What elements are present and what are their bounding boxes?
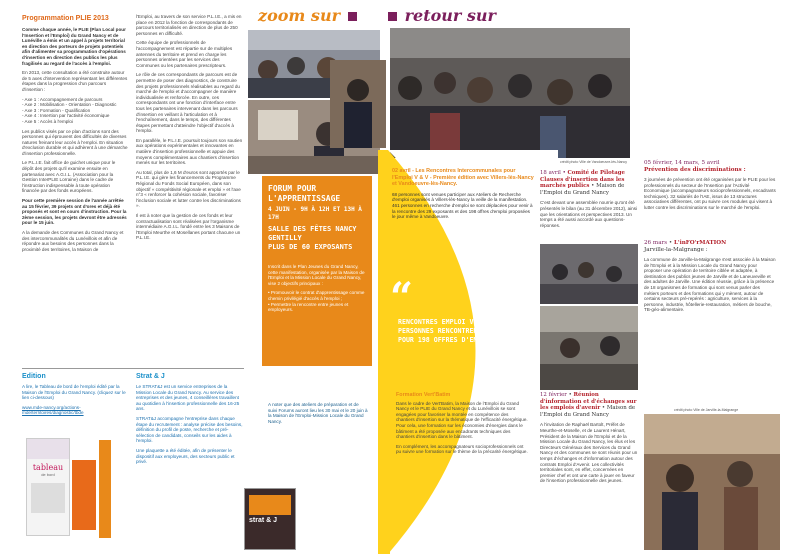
edition-link[interactable]: www.mde-nancy.org/actions-mde/territoires/diagnostic/tbde (22, 404, 84, 416)
photo-comite (540, 244, 638, 304)
retour-sur-square (388, 12, 397, 21)
emplois-avenir-org: Maison de l'Emploi du Grand Nancy (540, 405, 636, 418)
axe-2: - Axe 2 : Mobilisation - Orientation - Diagnostic (22, 102, 117, 108)
photo-rencontres-crowd (390, 28, 630, 158)
plie-p4: Pour cette première session de l'année arrêtée au 15 février, 39 projets ont d'ores et déjà été proposés et sont en cours d'instruction. Pour la 2ème session, les projets devront être adressés pour le 15 juin. (22, 198, 127, 226)
forum-title: FORUM POUR L'APPRENTISSAGE (268, 184, 341, 203)
vertbatim-title: Formation Vert'Batim (396, 392, 451, 398)
emplois-avenir-date: 12 février (540, 392, 567, 398)
information-place: Jarville-la-Malgrange : (644, 247, 708, 253)
col2-p6: Il est à noter que la gestion de ces fonds et leur contractualisation sont réalisées par l'organisme intermédiaire A.G.I.L. fondé entre les 3 Maisons de l'Emploi Meurthe et Mosellanes portant chacune un P.L.I.E. (136, 213, 241, 241)
prevention-date: 05 février, 14 mars, 5 avril (644, 160, 720, 166)
plie-p2: Les publics visés par ce plan d'actions sont des personnes qui éprouvent des difficultés de diverses natures freinant leur accès à l'emploi. En situation d'exclusion durable et qui adhèrent à une démarche d'insertion professionnelle. (22, 128, 128, 156)
col2-p3: Le rôle de ces correspondants de parcours est de permettre de poser des diagnostics, de construire des projets professionnels réalisables au regard du marché de l'emploi et d'accompagner de manière individualisée et renforcée. En outre, ces correspondants ont une fonction d'interface entre tous les partenaires intervenant dans les parcours d'insertion en veillant à l'articulation et à l'enchaînement, dans le temps, des différentes étapes permettant d'atteindre l'objectif d'accès à l'emploi. (136, 72, 240, 134)
forum-bullet-1: • Promouvoir le contrat d'apprentissage comme chemin privilégié d'accès à l'emploi ; (268, 290, 365, 301)
strat-title: Strat & J (136, 373, 165, 380)
strat-cover-title: strat & J (249, 517, 278, 524)
plie-p1: En 2013, cette consultation a été construite autour de 5 axes d'intervention représentant les différentes étapes dans la progression d'un parcours d'insertion : (22, 70, 128, 92)
emplois-avenir-body: A l'invitation de Raphaël Bartolt, Préfet de Meurthe-et-Moselle, et de Laurent Hénart, Président de la Maison de l'Emploi et de la Mission Locale du Grand Nancy, les élus et les Directeurs Généraux des Services du Grand Nancy et des communes se sont réunis pour un temps d'échanges et d'information autour des contrats Emploi d'Avenir. Les collectivités territoriales sont, en effet, concernées en premier chef et ont une carte à jouer en faveur de l'insertion professionnelle des jeunes. (540, 422, 638, 484)
photo-comite-2 (540, 306, 638, 390)
retour-sur-text: retour sur (404, 6, 496, 25)
yellow-fill (378, 158, 390, 554)
forum-date: 4 JUIN - 9H À 12H ET 13H À 17H (268, 206, 362, 221)
axe-3: - Axe 3 : Formation - Qualification (22, 107, 91, 113)
col2-p4: En parallèle, le P.L.I.E. poursuit toujours son soutien aux opérations expérimentales et innovantes en matière d'insertion professionnelle et appuie des moyens complémentaires aux chantiers d'insertion menés sur les territoires. (136, 137, 243, 166)
comite-date: 18 avril (540, 170, 561, 176)
forum-bullet-2: • Permettre la rencontre entre jeunes et employeurs. (268, 301, 349, 313)
information-body: La commune de Jarville-la-Malgrange s'est associée à la Maison de l'Emploi et à la Mission Locale du Grand Nancy pour proposer une opération de territoire ciblée et adaptée, à destination des publics jeunes de Jarville et de Laneuveville et des adultes de Jarville. Une édition réussie, grâce à la présence de 18 organismes de formation qui sont venus parler des métiers porteurs et des formations qui y mènent, autour de certains secteurs pré-repérés : agriculture, services à la personne, industrie, hôtellerie-restauration, métiers de bouche, TB-géo-alimentaire. (644, 257, 776, 313)
strat-block (136, 372, 244, 469)
column-divider (22, 368, 244, 369)
tableau-cover-sub: de bord (41, 472, 55, 477)
zoom-sur-text: zoom sur (258, 6, 340, 25)
plie-axes (22, 97, 128, 125)
tableau-cover (26, 438, 70, 536)
forum-count: PLUS DE 60 EXPOSANTS (268, 243, 353, 251)
plie-p5: A la demande des Communes du Grand Nancy et des intercommunalités du Lunévillois et afin de répondre aux besoins des personnes dans la proximité des territoires, la Maison de (22, 230, 124, 252)
rencontres-photo-credit: crédit photo Ville de Vandoeuvre-lès-Nancy (560, 160, 627, 164)
col2-p2: Cette équipe de professionnels de l'accompagnement est répartie sur de multiples antennes du territoire et prend en charge les personnes orientées par les services des Communes ou les partenaires prescripteurs. (136, 40, 233, 68)
axe-5: - Axe 5 : Accès à l'emploi (22, 118, 73, 124)
comite-heading: 18 avril • Comité de Pilotage Clauses d'insertion dans les marchés publics • Maison de l'Emploi du Grand Nancy (540, 170, 625, 196)
column-plie (22, 14, 128, 256)
strat-p1: Le STRAT&J est un service entreprises de la Mission Locale du Grand Nancy. Au service des entreprises et des jeunes, 4 conseillères travaillent au quotidien à l'insertion professionnelle des 16-25 ans. (136, 384, 240, 412)
forum-heading (268, 184, 366, 252)
prevention-body: 3 journées de prévention ont été organisées par le PLIE pour les professionnels du secteur de l'Insertion par l'Activité Economique (accompagnateurs socioprofessionnels, encadrants techniques). 32 salariés de l'IAE, issus de 13 structures associatives différentes, ont pu suivre ces modules qui visent à lutter contre les discriminations sur le marché de l'emploi. (644, 177, 776, 210)
tableau-cover-title: tableau (32, 463, 64, 472)
plie-p3: Le P.L.I.E. fait office de guichet unique pour le dépôt des projets qu'il examine ensuite en partenariat avec A.G.I.L. (Association pour la Gestion InterPLIE Lorraine) dans le cadre de l'instruction indispensable à toute opération financée par des fonds européens. (22, 160, 116, 194)
plie-title: Programmation PLIE 2013 (22, 15, 109, 22)
forum-intro: Inscrit dans le Plan Jeunes du Grand Nancy, cette manifestation, organisée par la Maison de l'Emploi et la Mission Locale du Grand Nancy, vise 2 objectifs principaux : (268, 264, 365, 286)
rencontres-heading: 02 avril - Les Rencontres Intercommunales pour l'Emploi V & V - Première édition avec Villers-lès-Nancy et Vandoeuvre-lès-Nancy. (392, 168, 534, 188)
information-title: L'inFO'rMATION (673, 240, 727, 246)
vertbatim-block (396, 392, 528, 459)
col2-p1: l'Emploi, au travers de son service P.L.I.E., a mis en place en 2012 la fonction de correspondants de parcours territorialisés en direction de plus de 250 personnes en difficulté. (136, 14, 242, 36)
quote-mark: “ (390, 274, 414, 321)
comite-body: C'est devant une assemblée nourrie qu'ont été présentés le bilan (au 31 décembre 2012), ainsi que les orientations et perspectives 2013. Un temps a été aussi accordé aux questions-réponses. (540, 200, 638, 228)
emplois-avenir-block (540, 392, 638, 488)
strat-p3: Une plaquette a été éditée, afin de présenter le dispositif aux employeurs, des secteurs public et privé. (136, 447, 235, 465)
zoom-sur-square (348, 12, 357, 21)
vertbatim-p2: En complément, les accompagnateurs socioprofessionnels ont pu suivre une formation sur le thème de la précarité énergétique. (396, 443, 528, 455)
zoom-sur-title (258, 6, 357, 25)
forum-place: SALLE DES FÊTES NANCY GENTILLY (268, 225, 357, 242)
rencontres-body: 68 personnes sont venues participer aux Ateliers de Recherche d'emploi organisés à Villers-lès-Nancy la veille de la manifestation. 461 personnes en recherche d'emploi se sont déplacées pour venir à la rencontre des 29 exposants et des 198 offres d'emploi proposées le jour même à Vandoeuvre. (392, 191, 533, 220)
edition-title: Edition (22, 373, 46, 380)
prevention-block (644, 160, 776, 215)
strat-cover (244, 488, 296, 550)
forum-body (268, 264, 368, 316)
information-date: 26 mars (644, 240, 668, 246)
column-plie-cont (136, 14, 244, 245)
axe-1: - Axe 1 : Accompagnement de parcours (22, 96, 103, 102)
axe-4: - Axe 4 : Insertion par l'activité économique (22, 113, 110, 119)
prevention-title: Prévention des discriminations : (644, 167, 746, 173)
plie-intro: Comme chaque année, le PLIE (Plan Local pour l'Insertion et l'Emploi) du Grand Nancy et de Lunéville a émis et un appel à projets territorial en direction des porteurs de projets potentiels afin d'alimenter sa programmation d'opérations d'insertion en direction des publics les plus fragilisés au regard de l'accès à l'emploi. (22, 27, 126, 66)
comite-block (540, 170, 638, 232)
edition-block (22, 372, 128, 420)
col2-p5: Au total, plus de 1,6 M d'euros sont apportés par le P.L.I.E. qui gère les financements du Programme Régional du Fonds Social Européen, dans son objectif « compétitivité régionale et emploi » et l'axe n°3 « renforcer la cohésion sociale, favoriser l'inclusion sociale et lutter contre les discriminations ». (136, 169, 241, 209)
retour-sur-title (388, 6, 496, 25)
photo-forum-desk (330, 60, 386, 148)
edition-orange-box (72, 460, 96, 530)
photo-jarville (644, 414, 780, 550)
edition-orange-stripe (99, 440, 111, 538)
comite-org: Maison de l'Emploi du Grand Nancy (540, 183, 625, 196)
forum-note: A noter que des ateliers de préparation et de suivi Forums auront lieu les 30 mai et le 20 juin à la Maison de l'Emploi-Mission Locale du Grand Nancy. (268, 402, 368, 424)
information-block (644, 240, 776, 317)
emplois-avenir-heading: 12 février • Réunion d'information et d'échanges sur les emplois d'avenir • Maison de l'Emploi du Grand Nancy (540, 392, 637, 418)
information-heading: 26 mars • L'inFO'rMATION (644, 240, 727, 246)
rencontres-quote: RENCONTRES EMPLOI V & V : 461 PERSONNES RENCONTRENT 29 EXPOSANTS POUR 198 OFFRES D'EMPLOI. (398, 318, 533, 344)
comite-title: Comité de Pilotage Clauses d'insertion dans les marchés publics (540, 170, 625, 190)
vertbatim-p1: Dans le cadre de Vert'Batim, la Maison de l'Emploi du Grand Nancy et le PLIE du Grand Nancy et du Lunévillois se sont engagées pour favoriser la montée en compétence des chantiers d'insertion sur la thématique de l'efficacité énergétique. Pour cela, une formation sur les économies d'énergies dans le bâtiment a été proposée aux encadrants techniques des chantiers d'insertion dans le bâtiment. (396, 400, 528, 440)
strat-p2: STRAT&J accompagne l'entreprise dans chaque étape du recrutement : analyse précise des besoins, définition du profil de poste, recherche et pré-sélection de candidats, conseils sur les aides à l'emploi. (136, 415, 243, 444)
edition-body: A lire, le Tableau de bord de l'emploi édité par la Maison de l'Emploi du Grand Nancy. (cliquez sur le lien ci-dessous) (22, 384, 126, 401)
jarville-photo-credit: crédit photo Ville de Jarville-la-Malgrange (674, 408, 739, 412)
emplois-avenir-title: Réunion d'information et d'échanges sur les emplois d'avenir (540, 392, 637, 412)
rencontres-block (392, 168, 534, 224)
